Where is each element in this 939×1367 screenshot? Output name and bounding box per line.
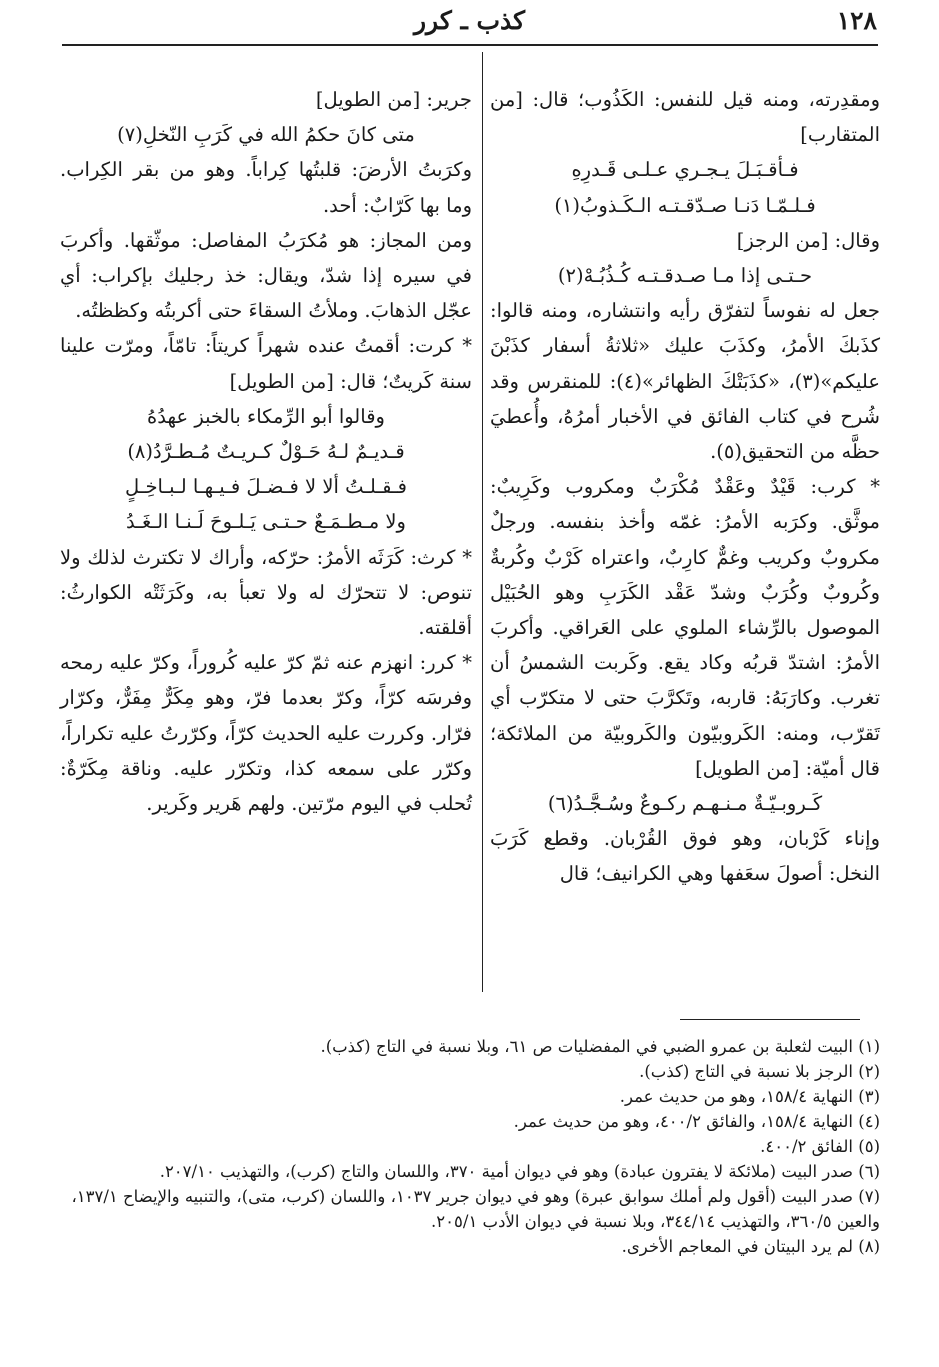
verse-line: فـقـلـتُ ألا لا فـضـلَ فـيـهـا لـبـاخِـلٍ: [124, 475, 407, 499]
footnote: (١) البيت لثعلبة بن عمرو الضبي في المفضليات ص ٦١، وبلا نسبة في التاج (كذب).: [320, 1037, 880, 1056]
verse-line: فـأقـبَـلَ يـجـري عـلـى قَـدرِهِ: [571, 158, 799, 182]
paragraph: ومقدِرته، ومنه قيل للنفس: الكَذُوب؛ قال: [من المتقارب]: [490, 88, 880, 147]
verse-line: كَـروبـيّـةٌ مـنـهـم ركـوعٌ وسُـجَّـدُ(٦): [547, 792, 823, 816]
footnote: (٦) صدر البيت (ملائكة لا يفترون عبادة) وهو في ديوان أمية ٣٧٠، واللسان والتاج (كرب)، والتهذيب ٢٠٧/١٠.: [159, 1162, 880, 1181]
page-header: [0, 0, 939, 46]
paragraph: جعل له نفوساً لتفرّق رأيه وانتشاره، ومنه قالوا: كذَبكَ الأمرُ، وكذَبَ عليك «ثلاثةُ أسفار كذَبْنَ عليكم»(٣)، «كذَبَتْكَ الظهائر»(٤): للمنقرس وقد شُرح في كتاب الفائق في الأخبار أمرُهُ، وأُعطيَ حظَّه من التحقيق(٥).: [490, 299, 880, 464]
entry-karar: * كرر: انهزم عنه ثمّ كرّ عليه كُروراً، وكرّ عليه رمحه وفرسَه كرّاً، وكرّ بعدما فرّ، وهو مِكَرٌّ مِفَرٌّ، وكرّار فرّار. وكررت عليه الحديث كرّاً، وكرّرتُ عليه تكراراً، وكرّر على سمعه كذا، وتكرّر عليه. وناقة مِكَرّةٌ: تُحلب في اليوم مرّتين. ولهم هَرير وكَرير.: [60, 651, 472, 816]
paragraph: ومن المجاز: هو مُكرَبُ المفاصل: موثّقها. وأكربَ في سيره إذا شدّ، ويقال: خذ رجليك بإكراب: أي عجّل الذهابَ. وملأتُ السقاءَ حتى أكربتُه وكظظتُه.: [60, 228, 472, 323]
paragraph: جرير: [من الطويل]: [315, 88, 472, 111]
column-divider: [482, 52, 483, 992]
entry-karab: * كرب: قَيْدٌ وعَقْدٌ مُكْرَبٌ ومكروب وكَرِيبٌ: موثَّق. وكرَبه الأمرُ: غمّه وأخذ بنفسه. ورجلٌ مكروبٌ وكريب وغمٌّ كارِبٌ، واعتراه كَرْبٌ وكُربةٌ وكُروبٌ وكُرَبٌ وشدّ عَقْد الكَرَبِ وهو الحُبَيْل الموصول بالرِّشاء الملوي على العَراقي. وأكربَ الأمرُ: اشتدّ قربُه وكاد يقع. وكَربت الشمسُ أن تغرب. وكارَبَهُ: قاربه، وتَكرَّبَ حتى لا متكرّب أي تَقرّب، ومنه: الكَروبيّون والكَروبيّة من الملائكة؛ قال أميّة: [من الطويل]: [490, 475, 880, 780]
footnote: (٣) النهاية ١٥٨/٤، وهو من حديث عمر.: [619, 1087, 880, 1106]
page-title: كذب ـ كرر: [413, 6, 526, 35]
verse-line: فـلـمّـا دَنـا صـدّقـتـه الـكَـذوبُ(١): [554, 193, 816, 217]
footnote: (٢) الرجز بلا نسبة في التاج (كذب).: [639, 1062, 880, 1081]
paragraph: وقال: [من الرجز]: [736, 228, 880, 252]
header-rule: [62, 44, 878, 46]
verse-line: حـتـى إذا مـا صـدقـتـه كُـذُبُـهْ(٢): [557, 264, 813, 288]
footnote-rule: [680, 1019, 860, 1020]
footnote: (٥) الفائق ٤٠٠/٢.: [760, 1137, 880, 1156]
entry-karath: * كرث: كَرَثَه الأمرُ: حرّكه، وأراك لا تكترث لذلك ولا تنوص: لا تتحرّك له ولا تعبأ به، وكَرَثَتْه الكوارثُ: أقلقته.: [60, 545, 472, 640]
footnote: (٨) لم يرد البيتان في المعاجم الأخرى.: [621, 1237, 880, 1256]
paragraph: وإناء كَرْبان، وهو فوق القُرْبان. وقطع كَرَبَ النخل: أصولَ سعَفها وهي الكرانيف؛ قال: [490, 827, 880, 886]
left-column: [60, 82, 472, 821]
entry-karat: * كرت: أقمتُ عنده شهراً كريتاً: تامّاً، ومرّت علينا سنة كَريتٌ؛ قال: [من الطويل]: [60, 334, 472, 393]
right-column: [490, 82, 880, 892]
footnotes: [60, 1034, 880, 1259]
page-number: ١٢٨: [836, 6, 877, 35]
footnote: (٧) صدر البيت (أقول ولم أملك سوابق عبرة) وهو في ديوان جرير ١٠٣٧، واللسان (كرب، متى)، والتنبيه والإيضاح ١٣٧/١، والعين ٣٦٠/٥، والتهذيب ٣٤٤/١٤، وبلا نسبة في ديوان الأدب ٢٠٥/١.: [71, 1187, 880, 1231]
verse-line: وقالوا أبو الرِّمكاء بالخبز عهدُهُ: [147, 404, 385, 428]
verse-line: متى كانَ حكمُ الله في كَرَبِ النّخلِ(٧): [117, 123, 415, 147]
footnote: (٤) النهاية ١٥٨/٤، والفائق ٤٠٠/٢، وهو من حديث عمر.: [513, 1112, 880, 1131]
verse-line: ولا مـطـمَـعٌ حـتـى يَـلـوحَ لَـنـا الـغَـدُ: [126, 510, 406, 534]
paragraph: وكرَبتُ الأرضَ: قلبتُها كِراباً. وهو من بقر الكِراب. وما بها كَرّابٌ: أحد.: [60, 158, 472, 217]
verse-line: قـديـمٌ لـهُ حَـوْلٌ كـريـتٌ مُـطـرَّدُ(٨): [127, 440, 405, 464]
